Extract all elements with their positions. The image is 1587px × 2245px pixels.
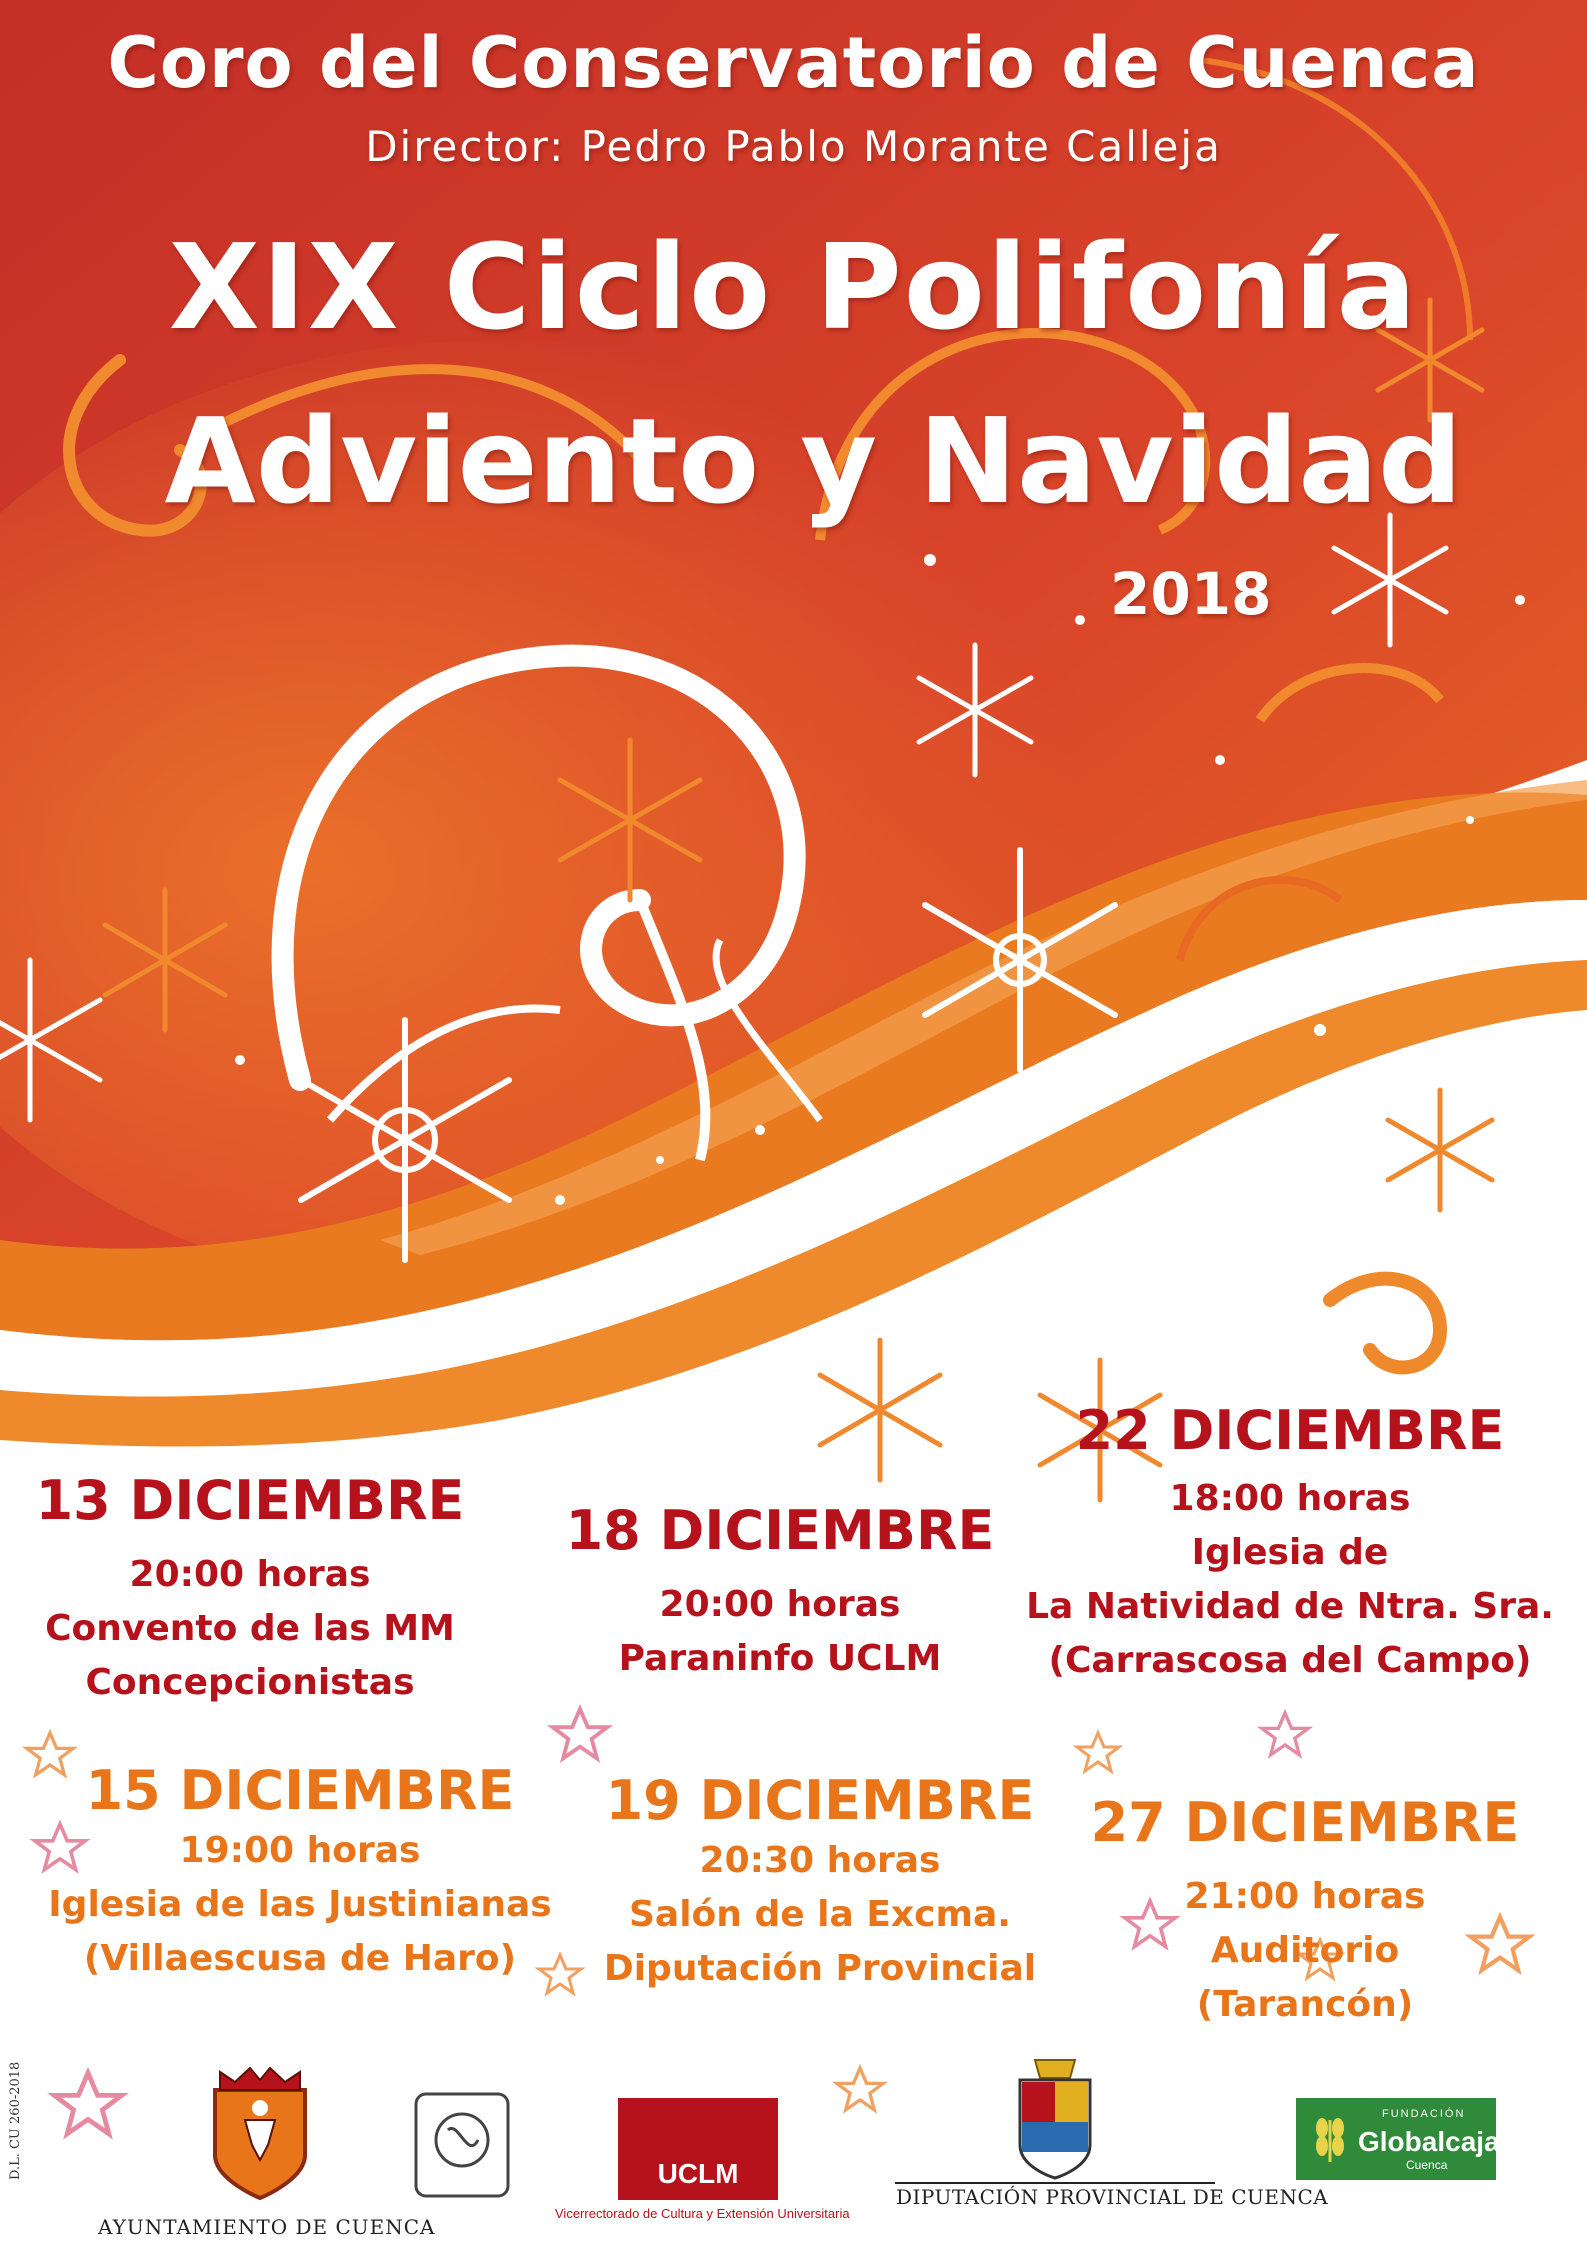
- event-venue: (Tarancón): [1196, 1984, 1414, 2025]
- event-venue: Salón de la Excma.: [629, 1894, 1011, 1935]
- event-date: 15 DICIEMBRE: [85, 1759, 515, 1822]
- event-venue: Iglesia de las Justinianas: [48, 1884, 552, 1925]
- diputacion-caption: DIPUTACIÓN PROVINCIAL DE CUENCA: [896, 2185, 1329, 2209]
- event-venue: Concepcionistas: [85, 1662, 415, 1703]
- event-time: 20:00 horas: [129, 1554, 371, 1595]
- event-date: 18 DICIEMBRE: [565, 1499, 995, 1562]
- uclm-logo-text: UCLM: [657, 2158, 739, 2189]
- globalcaja-name: Globalcaja: [1358, 2126, 1500, 2157]
- ayuntamiento-crest-icon: [200, 2060, 320, 2200]
- event-time: 20:30 horas: [699, 1840, 941, 1881]
- event-27-diciembre: [1090, 1790, 1520, 2032]
- globalcaja-foundation: FUNDACIÓN: [1382, 2108, 1466, 2120]
- event-time: 18:00 horas: [1169, 1478, 1411, 1519]
- uclm-logo: [618, 2098, 778, 2200]
- event-venue: (Carrascosa del Campo): [1048, 1640, 1532, 1681]
- event-time: 21:00 horas: [1184, 1876, 1426, 1917]
- event-venue: Iglesia de: [1191, 1532, 1389, 1573]
- globalcaja-logo: [1296, 2098, 1500, 2180]
- ayuntamiento-caption: AYUNTAMIENTO DE CUENCA: [98, 2215, 436, 2239]
- cycle-title: XIX Ciclo Polifonía: [168, 218, 1419, 356]
- event-22-diciembre: [1010, 1398, 1570, 1688]
- event-venue: Paraninfo UCLM: [618, 1638, 942, 1679]
- event-venue: Diputación Provincial: [603, 1948, 1037, 1989]
- event-time: 19:00 horas: [179, 1830, 421, 1871]
- event-18-diciembre: [520, 1498, 1040, 1686]
- event-venue: La Natividad de Ntra. Sra.: [1026, 1586, 1554, 1627]
- year: 2018: [1110, 560, 1272, 628]
- event-date: 27 DICIEMBRE: [1090, 1791, 1520, 1854]
- diputacion-divider: [895, 2182, 1215, 2184]
- event-date: 13 DICIEMBRE: [35, 1469, 465, 1532]
- event-venue: Auditorio: [1210, 1930, 1400, 1971]
- diputacion-crest-icon: [1010, 2050, 1100, 2180]
- globalcaja-city: Cuenca: [1406, 2158, 1448, 2172]
- director-line: Director: Pedro Pablo Morante Calleja: [365, 122, 1222, 171]
- event-date: 22 DICIEMBRE: [1075, 1399, 1505, 1462]
- uclm-caption: Vicerrectorado de Cultura y Extensión Universitaria: [555, 2206, 850, 2221]
- event-19-diciembre: [570, 1768, 1070, 1996]
- event-15-diciembre: [20, 1758, 580, 1986]
- legal-deposit: D.L. CU 260-2018: [8, 2061, 23, 2180]
- event-venue: (Villaescusa de Haro): [83, 1938, 517, 1979]
- event-13-diciembre: [20, 1468, 480, 1710]
- choir-name: Coro del Conservatorio de Cuenca: [107, 22, 1480, 104]
- conservatorio-seal-icon: [412, 2090, 512, 2200]
- event-date: 19 DICIEMBRE: [605, 1769, 1035, 1832]
- event-time: 20:00 horas: [659, 1584, 901, 1625]
- wheat-icon: [1308, 2114, 1352, 2164]
- event-venue: Convento de las MM: [45, 1608, 455, 1649]
- main-title: Adviento y Navidad: [164, 392, 1463, 530]
